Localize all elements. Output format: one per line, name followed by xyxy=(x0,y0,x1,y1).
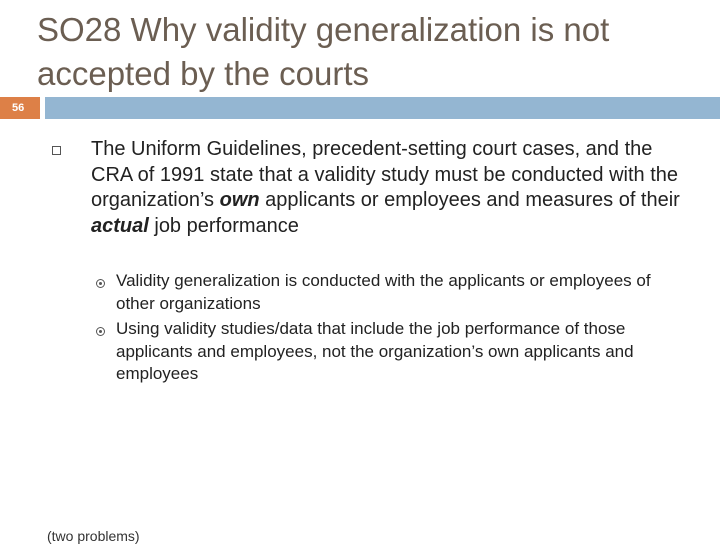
main-bullet-part1: The Uniform Guidelines, precedent-setting court cases, and the CRA of 1991 state that a validity study must be conducted with the organization’s xyxy=(91,138,679,211)
title-rule-bar xyxy=(45,97,720,119)
main-bullet-text xyxy=(91,137,691,239)
slide-title: SO28 Why validity generalization is not accepted by the courts xyxy=(37,11,610,92)
circle-bullet-icon xyxy=(96,327,105,336)
footnote: (two problems) xyxy=(47,528,140,544)
main-bullet-part2: applicants or employees and measures of their xyxy=(259,189,680,211)
circle-bullet-icon xyxy=(96,279,105,288)
emphasis-actual: actual xyxy=(91,214,149,237)
emphasis-own: own xyxy=(219,189,260,211)
slide-number: 56 xyxy=(12,102,25,114)
main-bullet-part3: job performance xyxy=(148,214,299,237)
sub-bullet-text-1: Validity generalization is conducted with the applicants or employees of other organizations xyxy=(116,271,651,313)
square-bullet-icon xyxy=(52,146,61,155)
sub-bullet-text-2: Using validity studies/data that include the job performance of those applicants and employees, not the organization’s own applicants and employees xyxy=(116,319,634,383)
